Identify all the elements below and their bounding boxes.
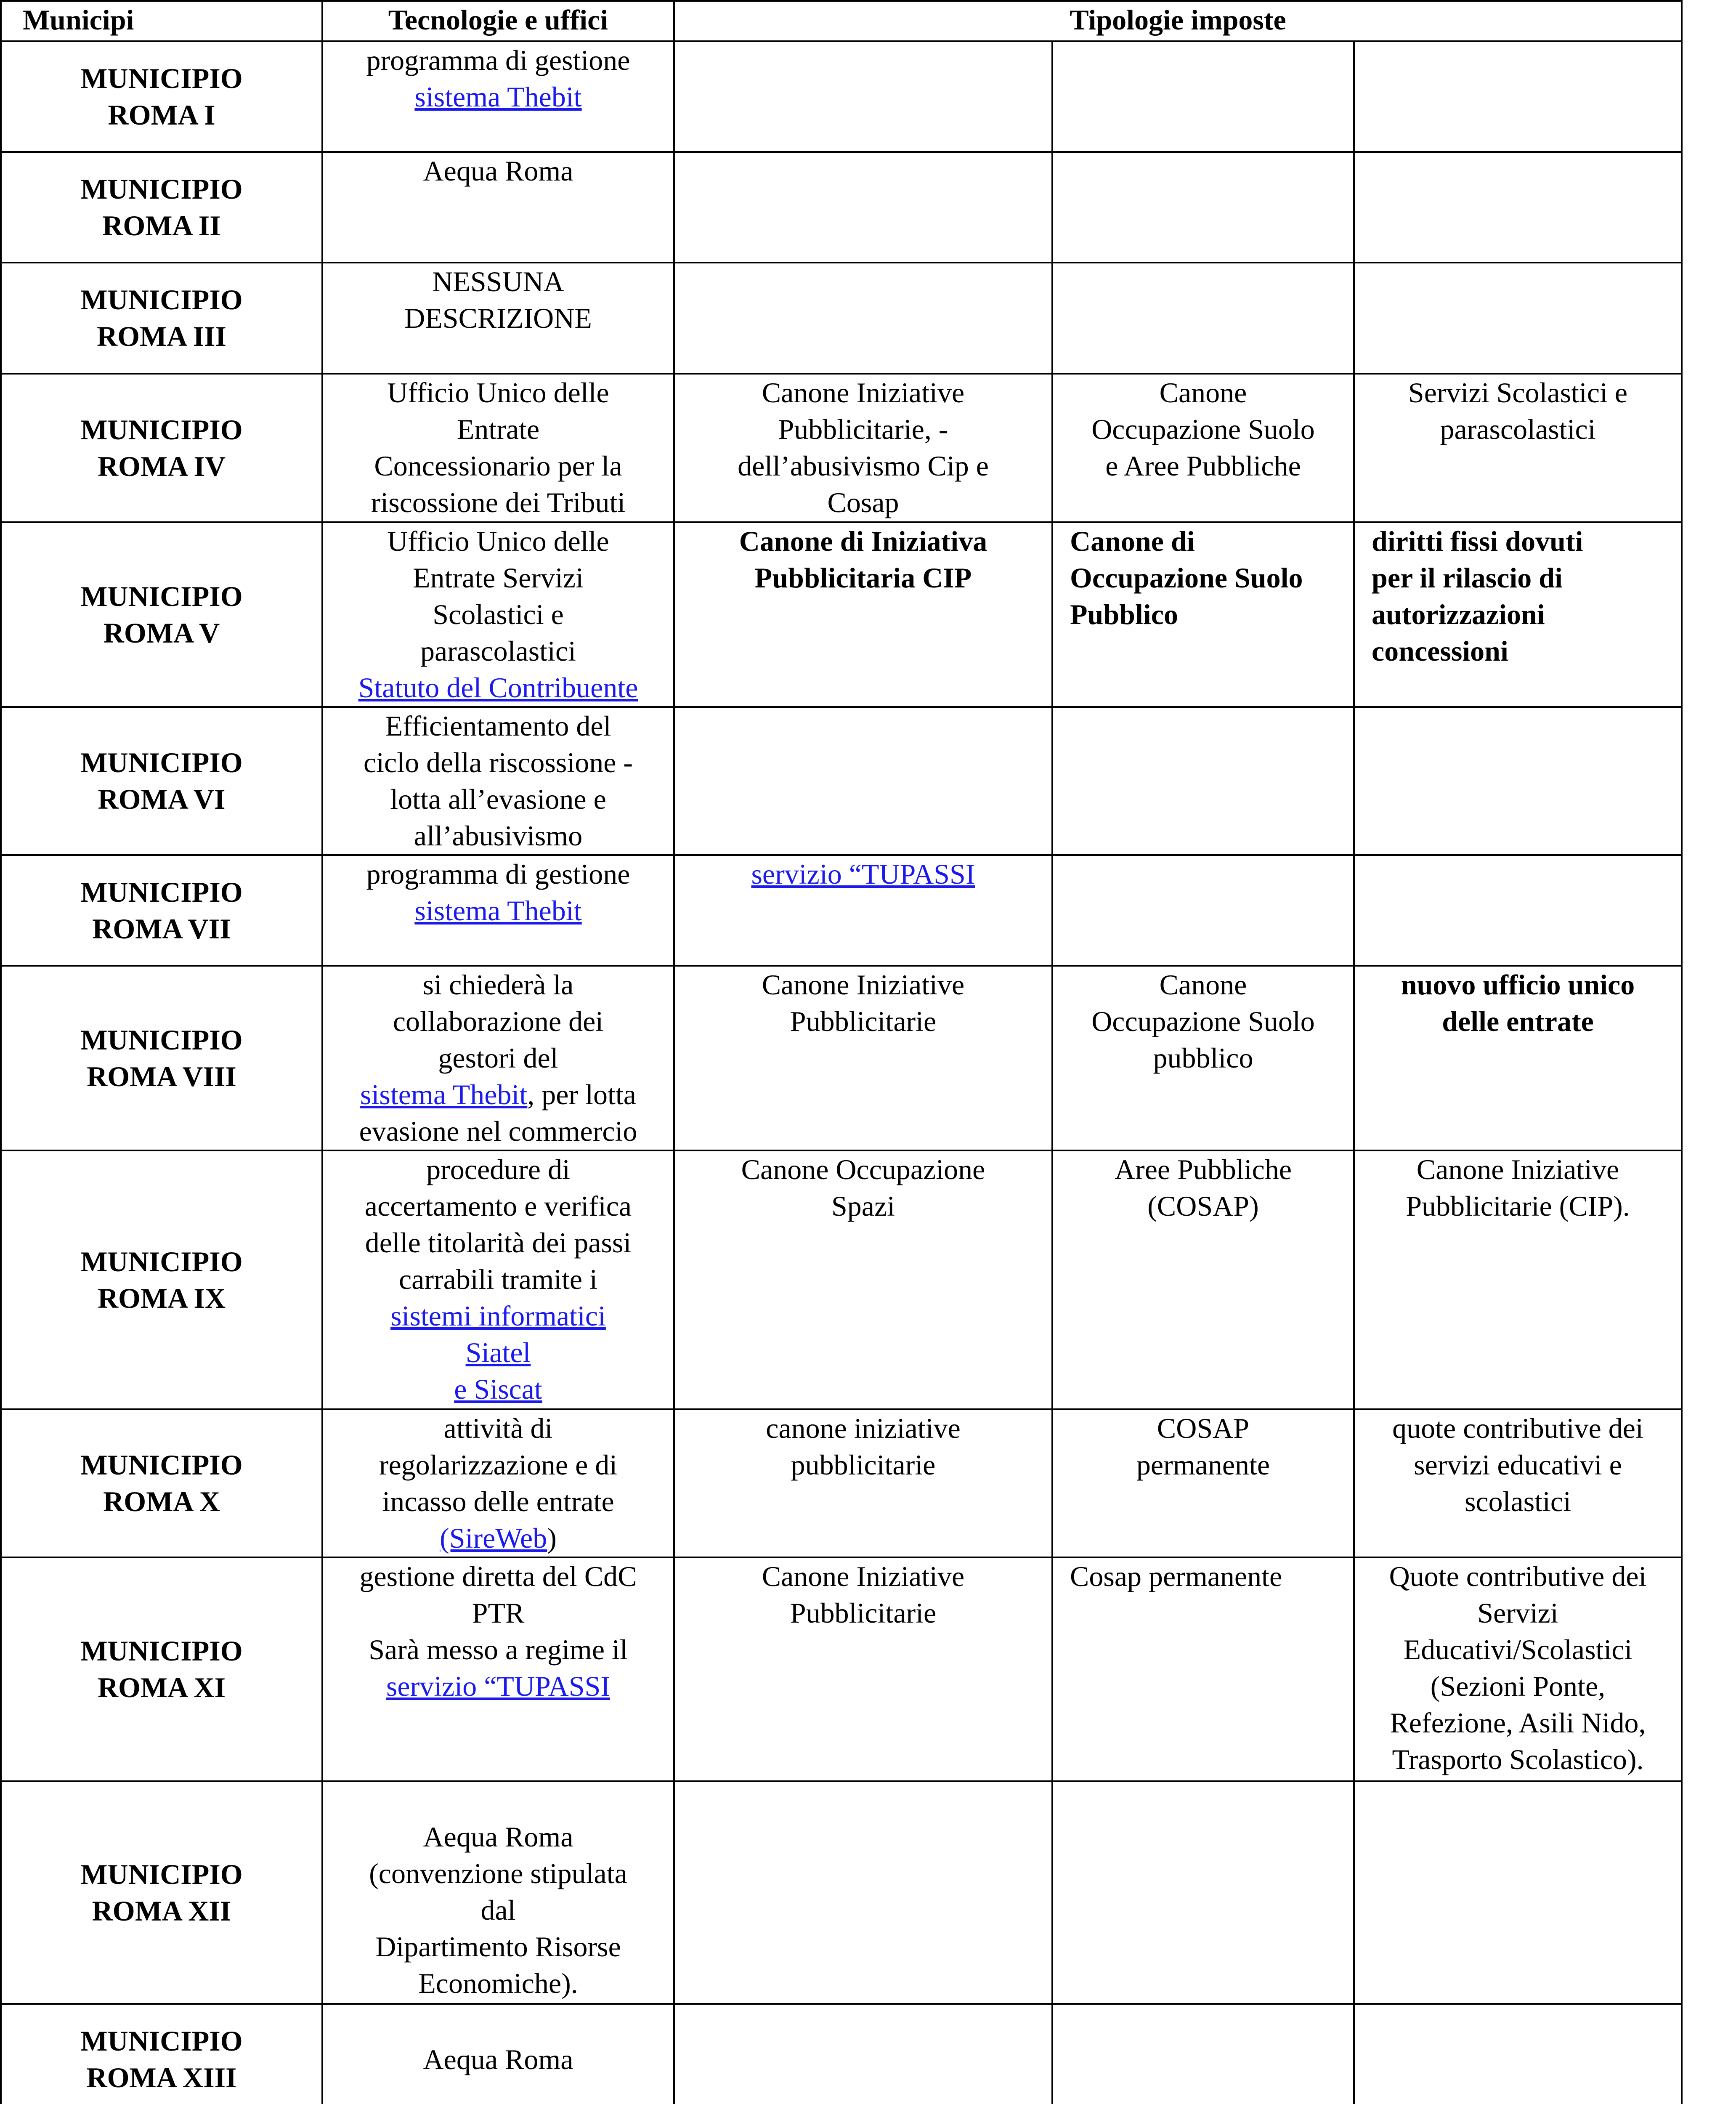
tecnologie-line: Ufficio Unico delle [387,525,609,557]
tecnologie-line [340,1782,656,1819]
tecnologie-cell [322,1409,674,1557]
municipio-name-line: ROMA III [97,320,226,352]
tipologia-cell-1 [674,1557,1052,1781]
tipologia-2-line: Canone [1159,969,1247,1001]
tipologia-cell-1 [674,1781,1052,2004]
municipio-cell [1,522,322,707]
tipologia-cell-1 [674,152,1052,263]
table-row [1,522,1682,707]
tipologia-cell-1 [674,1409,1052,1557]
municipio-name-line: ROMA I [108,98,215,131]
tipologia-3-line: diritti fissi dovuti [1372,525,1583,557]
municipio-name-line: MUNICIPIO [80,2025,243,2057]
table-row [1,152,1682,263]
tipologia-cell-2 [1052,152,1354,263]
tecnologie-line: programma di gestione [366,858,630,890]
tecnologie-line: NESSUNA [432,266,564,298]
tecnologie-line: riscossione dei Tributi [371,486,626,518]
tecnologie-cell [322,1557,674,1781]
tipologia-cell-3 [1354,707,1682,855]
tipologia-3-line: parascolastici [1440,413,1596,445]
tecnologie-line: Scolastici e [433,598,564,630]
municipio-name-line: ROMA VIII [87,1060,236,1092]
municipio-name-line: ROMA II [102,209,221,242]
tipologia-cell-2 [1052,966,1354,1150]
tipologia-3-line: concessioni [1372,635,1508,667]
tipologia-2-line: Canone [1159,377,1247,409]
tipologia-3-line: autorizzazioni [1372,598,1545,630]
tipologia-cell-3 [1354,152,1682,263]
tipologia-cell-2 [1052,522,1354,707]
tecnologie-line: Entrate [457,413,540,445]
tipologia-3-line: Educativi/Scolastici [1403,1634,1632,1666]
header-row [1,1,1682,41]
municipio-cell [1,374,322,522]
tipologia-3-line: delle entrate [1442,1005,1594,1037]
table-row [1,1781,1682,2004]
tipologia-cell-3 [1354,522,1682,707]
tecnologie-cell [322,374,674,522]
municipio-cell [1,855,322,966]
tipologia-3-line: Servizi Scolastici e [1408,377,1628,409]
tipologia-cell-1 [674,374,1052,522]
link-line [340,79,656,115]
tipologia-cell-2 [1052,707,1354,855]
tipologia-1-line: pubblicitarie [791,1449,936,1481]
tipologia-3-line: Quote contributive dei [1389,1560,1647,1592]
tipologia-cell-3 [1354,374,1682,522]
tipologia-3-line: Trasporto Scolastico). [1392,1743,1644,1775]
tipologia-2-line: Cosap permanente [1070,1560,1282,1592]
tipologia-cell-2 [1052,1150,1354,1409]
municipio-cell [1,1409,322,1557]
municipio-name-line: ROMA IV [97,450,226,482]
tipologia-3-line: Refezione, Asili Nido, [1390,1707,1646,1739]
tipologia-3-line: Pubblicitarie (CIP). [1406,1190,1630,1222]
tipologia-2-line: COSAP [1157,1412,1250,1444]
municipio-name-line: MUNICIPIO [80,746,243,778]
tecnologie-cell [322,522,674,707]
tecnologie-line: all’abusivismo [414,820,583,852]
tecnologie-line: parascolastici [420,635,576,667]
tipologia-cell-3 [1354,1150,1682,1409]
tecnologie-line: lotta all’evasione e [390,783,606,815]
tecnologie-cell [322,152,674,263]
hyperlink[interactable]: e Siscat [454,1373,542,1405]
link-line [692,856,1035,893]
header-municipi: Municipi [1,1,322,41]
tecnologie-line: PTR [472,1597,525,1629]
table-row [1,1150,1682,1409]
table-row [1,1409,1682,1557]
tecnologie-line: si chiederà la [422,969,574,1001]
tipologia-cell-3 [1354,1557,1682,1781]
municipio-name-line: ROMA X [103,1485,220,1517]
municipio-name-line: MUNICIPIO [80,173,243,205]
tecnologie-line: ciclo della riscossione - [363,746,633,778]
tipologia-2-line: Aree Pubbliche [1114,1153,1292,1185]
tecnologie-line [340,2005,656,2041]
tipologia-1-line: dell’abusivismo Cip e [738,450,989,482]
tecnologie-line: delle titolarità dei passi [365,1227,632,1259]
tecnologie-line: gestori del [438,1042,558,1074]
tecnologie-cell [322,1781,674,2004]
link-line [340,1076,656,1113]
tipologia-2-line: e Aree Pubbliche [1105,450,1301,482]
tipologia-2-line: pubblico [1153,1042,1253,1074]
tipologia-cell-2 [1052,263,1354,374]
tecnologie-cell [322,41,674,152]
tipologia-cell-1 [674,966,1052,1150]
tecnologie-line: Sarà messo a regime il [369,1634,628,1666]
tipologia-cell-2 [1052,41,1354,152]
tipologia-1-line: Pubblicitaria CIP [754,562,972,594]
tipologia-2-line: Occupazione Suolo [1091,413,1315,445]
tipologia-3-line: (Sezioni Ponte, [1430,1670,1606,1702]
municipio-name-line: ROMA VI [98,783,226,815]
municipio-name-line: MUNICIPIO [80,876,243,908]
hyperlink[interactable]: (SireWeb [440,1522,547,1554]
tipologia-1-line: Pubblicitarie [790,1005,937,1037]
link-line [340,893,656,929]
municipio-cell [1,152,322,263]
tipologia-cell-1 [674,263,1052,374]
tecnologie-line: Aequa Roma [423,2043,573,2075]
tipologia-3-line: scolastici [1464,1485,1571,1517]
header-tecnologie: Tecnologie e uffici [322,1,674,41]
tecnologie-line: accertamento e verifica [364,1190,632,1222]
tecnologie-line: Aequa Roma [423,1821,573,1853]
tipologia-3-line: servizi educativi e [1414,1449,1622,1481]
municipio-cell [1,41,322,152]
tipologia-1-line: canone iniziative [766,1412,961,1444]
tipologia-cell-2 [1052,1557,1354,1781]
link-trailing-text: ) [547,1522,557,1554]
table-row [1,1557,1682,1781]
tipologia-1-line: Canone Occupazione [741,1153,985,1185]
municipio-name-line: MUNICIPIO [80,284,243,316]
table-row [1,2004,1682,2104]
municipio-cell [1,707,322,855]
municipio-name-line: MUNICIPIO [80,580,243,612]
tipologia-2-line: Canone di [1070,525,1195,557]
tipologia-cell-3 [1354,855,1682,966]
municipio-name-line: MUNICIPIO [80,413,243,446]
tipologia-cell-1 [674,41,1052,152]
municipio-name-line: MUNICIPIO [80,1635,243,1667]
tipologia-cell-2 [1052,855,1354,966]
tipologia-cell-1 [674,2004,1052,2104]
table-row [1,263,1682,374]
table-row [1,41,1682,152]
tipologia-1-line: Canone Iniziative [762,1560,965,1592]
tecnologie-line: Concessionario per la [374,450,622,482]
tipologia-cell-2 [1052,2004,1354,2104]
tecnologie-cell [322,2004,674,2104]
tipologia-cell-3 [1354,1781,1682,2004]
municipio-cell [1,263,322,374]
tecnologie-line: procedure di [426,1153,570,1185]
tecnologie-cell [322,855,674,966]
municipio-name-line: ROMA IX [97,1282,226,1314]
tecnologie-line: Efficientamento del [385,710,611,742]
tipologia-cell-3 [1354,1409,1682,1557]
hyperlink[interactable]: servizio “TUPASSI [751,858,975,890]
tecnologie-line: collaborazione dei [393,1005,604,1037]
table-row [1,855,1682,966]
tecnologie-line: Ufficio Unico delle [387,377,609,409]
municipio-name-line: MUNICIPIO [80,1023,243,1056]
hyperlink[interactable]: Statuto del Contribuente [358,672,638,704]
municipio-name-line: ROMA XI [97,1671,226,1703]
header-tipologie: Tipologie imposte [674,1,1682,41]
tipologia-3-line: nuovo ufficio unico [1401,969,1635,1001]
tipologia-cell-3 [1354,2004,1682,2104]
municipio-name-line: MUNICIPIO [80,1858,243,1890]
tecnologie-line: Economiche). [418,1967,578,1999]
tipologia-1-line: Cosap [827,486,899,518]
table-row [1,966,1682,1150]
tipologia-2-line: (COSAP) [1147,1190,1259,1222]
link-trailing-text: , per lotta [527,1079,636,1110]
link-line [340,1371,656,1408]
table-row [1,374,1682,522]
tipologia-2-line: Pubblico [1070,598,1178,630]
tecnologie-line: incasso delle entrate [382,1485,614,1517]
table-row [1,707,1682,855]
tipologia-1-line: Pubblicitarie, - [778,413,948,445]
tecnologie-line: gestione diretta del CdC [359,1560,637,1592]
hyperlink[interactable]: sistema Thebit [360,1079,528,1110]
municipio-name-line: MUNICIPIO [80,1245,243,1278]
tipologia-1-line: Canone Iniziative [762,969,965,1001]
municipio-name-line: ROMA XIII [86,2061,237,2093]
tecnologie-tail-line: evasione nel commercio [359,1115,637,1147]
tecnologie-line: (convenzione stipulata [369,1857,627,1889]
hyperlink[interactable]: Siatel [465,1336,531,1368]
link-line [340,1334,656,1371]
tecnologie-line: dal [480,1894,516,1926]
tipologia-cell-1 [674,707,1052,855]
tipologia-cell-2 [1052,1409,1354,1557]
tecnologie-line: Dipartimento Risorse [375,1931,621,1963]
tipologia-cell-2 [1052,374,1354,522]
tipologia-cell-1 [674,522,1052,707]
tecnologie-cell [322,707,674,855]
tecnologie-cell [322,1150,674,1409]
tipologia-1-line: Canone di Iniziativa [739,525,987,557]
tecnologie-line: attività di [443,1412,553,1444]
tecnologie-line: regolarizzazione e di [379,1449,618,1481]
hyperlink[interactable]: sistema Thebit [414,81,582,113]
tipologia-3-line: per il rilascio di [1372,562,1563,594]
hyperlink[interactable]: sistema Thebit [414,895,582,927]
tipologia-2-line: Occupazione Suolo [1070,562,1303,594]
link-line [340,1520,656,1557]
tipologia-2-line: permanente [1136,1449,1270,1481]
tecnologie-line: Entrate Servizi [413,562,584,594]
tecnologie-line: carrabili tramite i [399,1263,597,1295]
tecnologie-cell [322,966,674,1150]
link-line [340,1298,656,1334]
municipio-name-line: MUNICIPIO [80,62,243,94]
tipologia-1-line: Canone Iniziative [762,377,965,409]
tipologia-1-line: Pubblicitarie [790,1597,937,1629]
tipologia-1-line: Spazi [831,1190,895,1222]
tipologia-2-line: Occupazione Suolo [1091,1005,1315,1037]
municipio-name-line: ROMA XII [92,1894,231,1927]
tipologia-cell-1 [674,855,1052,966]
tipologia-3-line: Canone Iniziative [1416,1153,1619,1185]
tipologia-3-line: Servizi [1477,1597,1558,1629]
link-line [340,1668,656,1705]
tecnologie-line: DESCRIZIONE [404,302,592,334]
hyperlink[interactable]: servizio “TUPASSI [386,1670,611,1702]
municipio-name-line: MUNICIPIO [80,1449,243,1481]
tipologia-cell-2 [1052,1781,1354,2004]
tipologia-cell-3 [1354,263,1682,374]
link-line [340,669,656,706]
hyperlink[interactable]: sistemi informatici [390,1300,606,1332]
municipio-cell [1,1150,322,1409]
municipio-cell [1,966,322,1150]
tipologia-cell-3 [1354,966,1682,1150]
municipio-name-line: ROMA V [103,616,220,649]
municipio-cell [1,2004,322,2104]
tipologia-cell-1 [674,1150,1052,1409]
tipologia-3-line: quote contributive dei [1392,1412,1643,1444]
municipio-name-line: ROMA VII [92,912,231,945]
municipio-cell [1,1781,322,2004]
tecnologie-line: programma di gestione [366,44,630,76]
municipio-cell [1,1557,322,1781]
tecnologie-line: Aequa Roma [423,155,573,187]
tecnologie-cell [322,263,674,374]
tipologia-cell-3 [1354,41,1682,152]
